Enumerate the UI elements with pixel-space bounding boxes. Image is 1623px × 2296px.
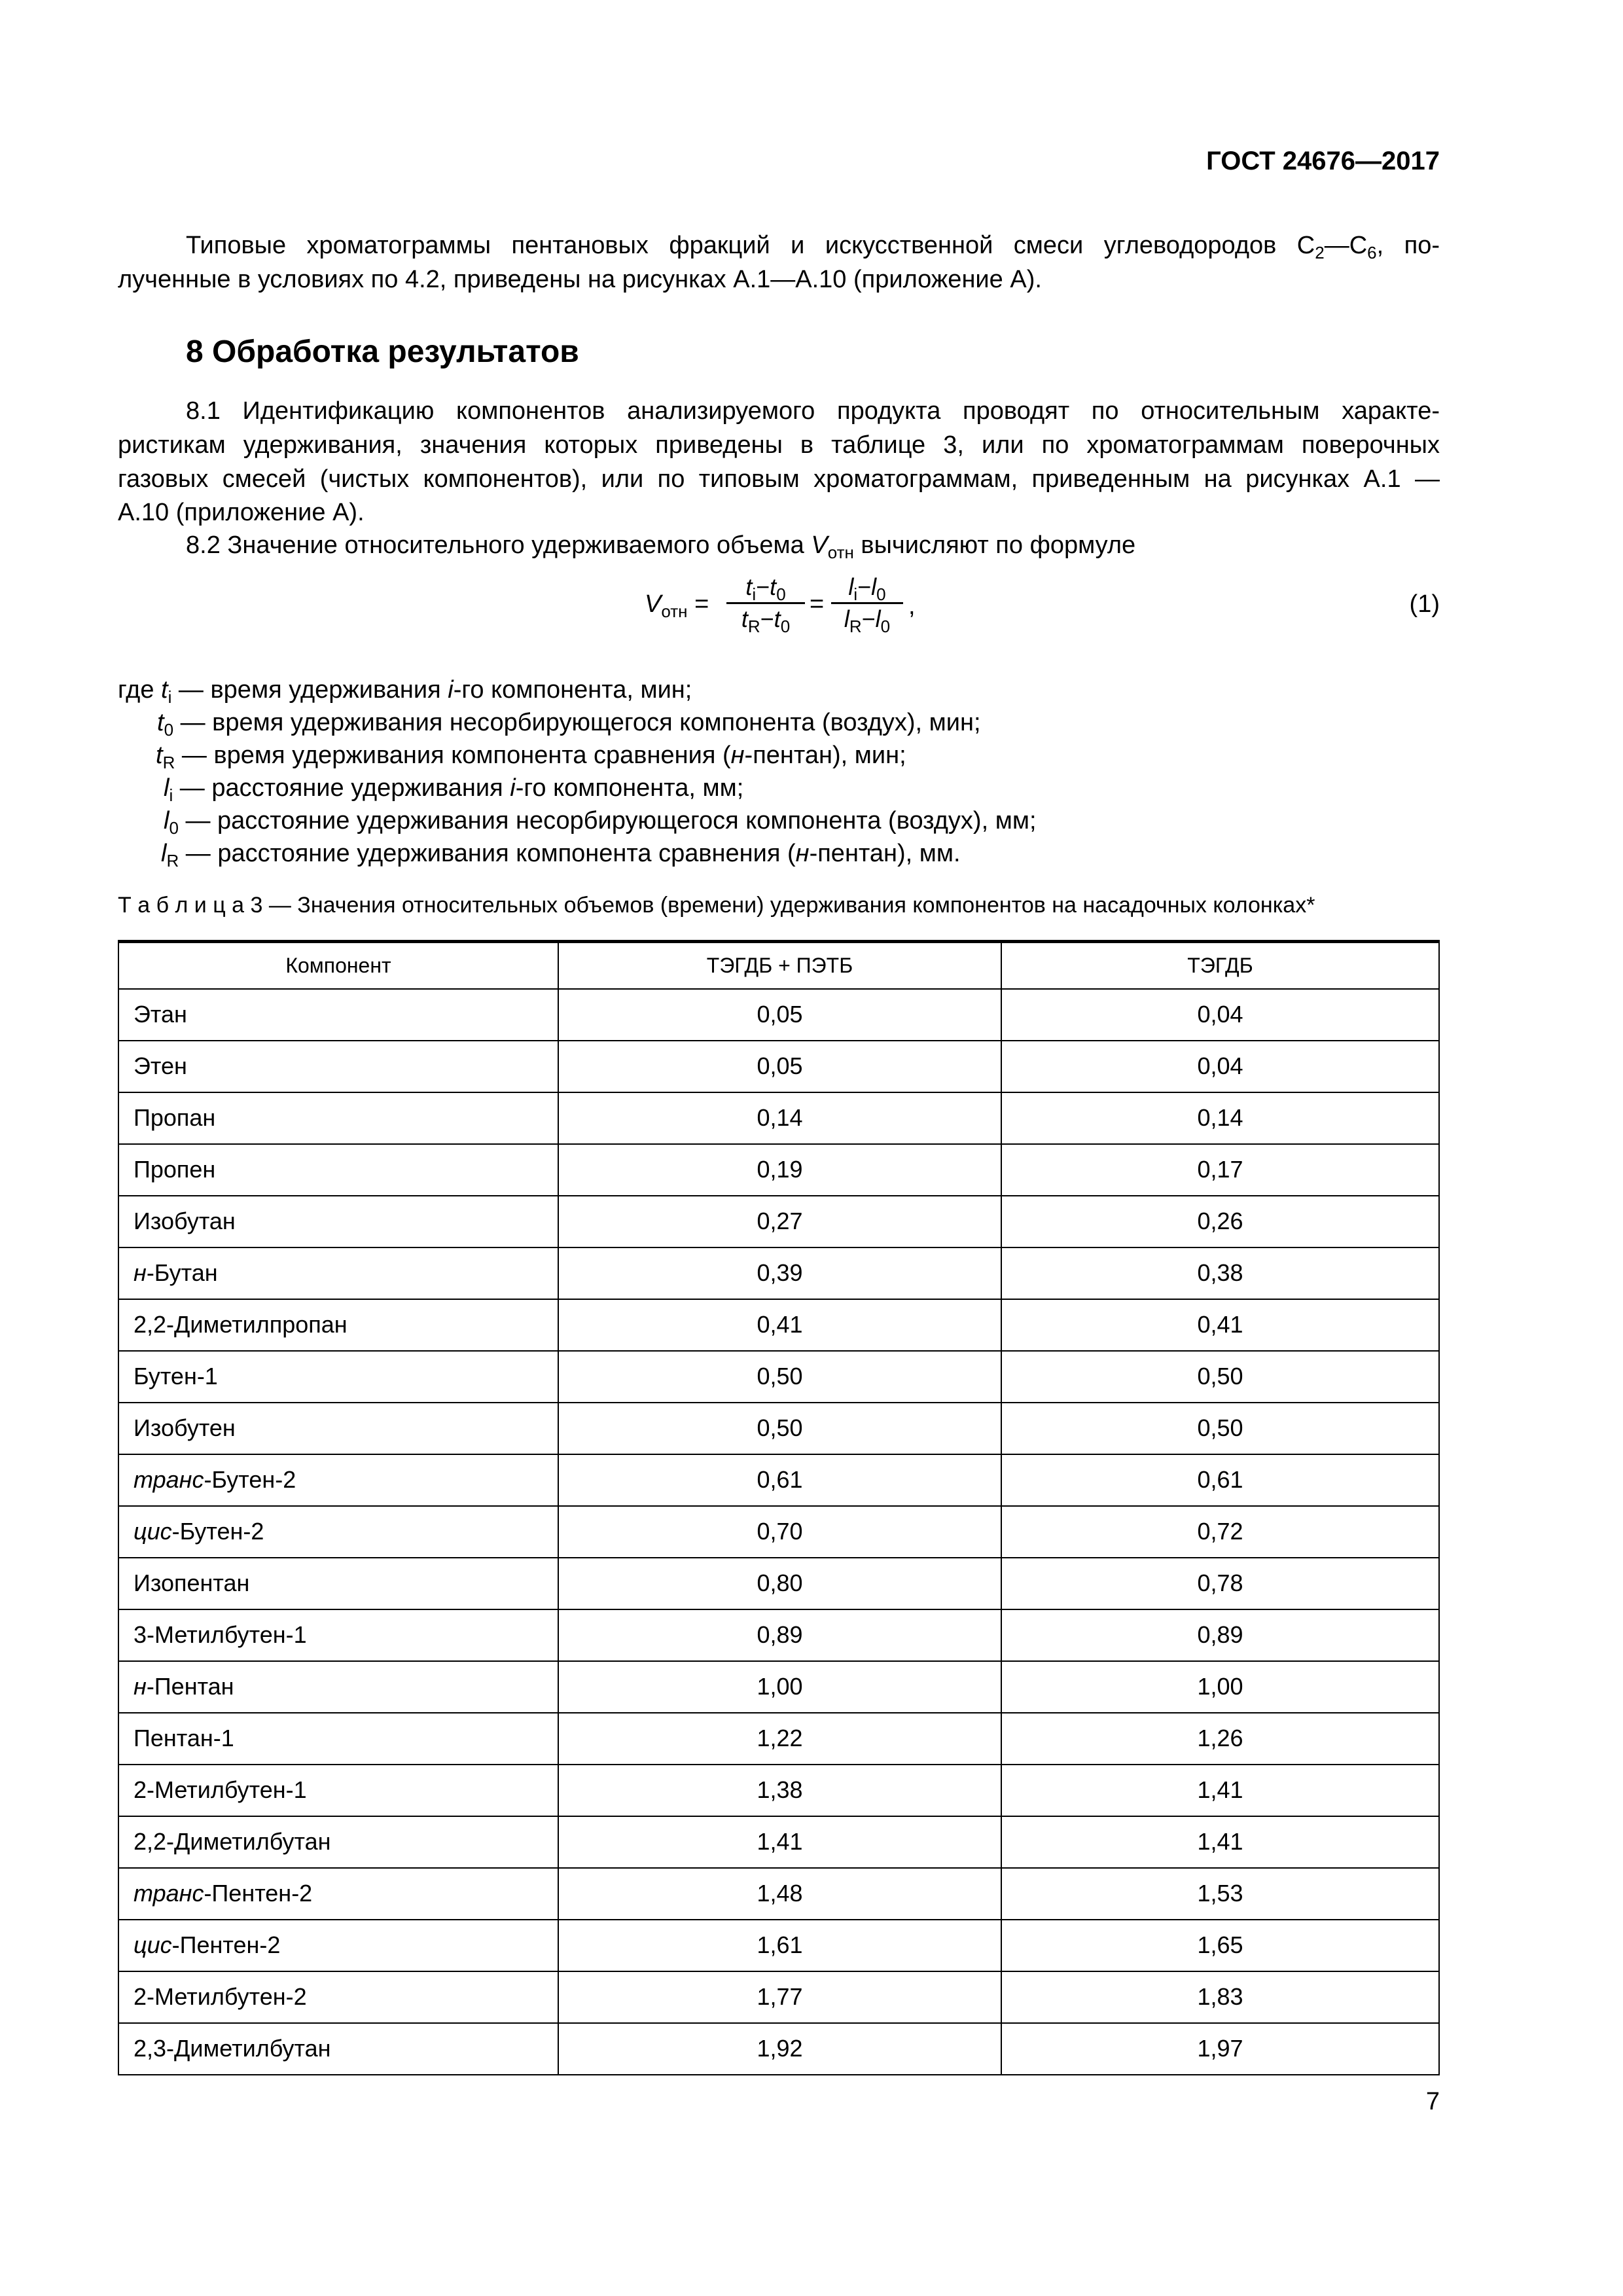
text: 8.2 Значение относительного удерживаемого объема <box>186 531 812 559</box>
component-cell: 3-Метилбутен-1 <box>118 1609 558 1661</box>
table-row <box>118 1299 1439 1351</box>
table-row <box>118 1816 1439 1868</box>
p82-line <box>186 529 1440 562</box>
caption-text: — Значения относительных объемов (времени) удерживания компонентов на насадочных колонках* <box>262 893 1315 918</box>
component-cell: Изопентан <box>118 1558 558 1609</box>
text: Типовые хроматограммы пентановых фракций и искусственной смеси углеводородов С <box>186 232 1315 259</box>
table-row <box>118 1558 1439 1609</box>
table-row <box>118 1661 1439 1713</box>
value-cell: 0,05 <box>558 989 1001 1041</box>
intro-line-1 <box>186 229 1440 262</box>
value-cell: 1,41 <box>1001 1765 1439 1816</box>
component-cell: 2-Метилбутен-1 <box>118 1765 558 1816</box>
value-cell: 0,17 <box>1001 1144 1439 1196</box>
text: , по- <box>1376 232 1440 259</box>
value-cell: 0,50 <box>558 1403 1001 1454</box>
value-cell: 1,77 <box>558 1971 1001 2023</box>
value-cell: 0,14 <box>558 1092 1001 1144</box>
symbol: V <box>811 531 828 559</box>
caption-label: Т а б л и ц а 3 <box>118 893 263 918</box>
component-cell: транс-Пентен-2 <box>118 1868 558 1920</box>
value-cell: 1,26 <box>1001 1713 1439 1765</box>
p81-line: газовых смесей (чистых компонентов), или по типовым хроматограммам, приведенным на рисунках А.1 — <box>118 465 1440 493</box>
component-cell: 2,2-Диметилпропан <box>118 1299 558 1351</box>
comma: , <box>908 592 916 620</box>
table-row <box>118 1196 1439 1247</box>
value-cell: 0,50 <box>558 1351 1001 1403</box>
table-row <box>118 1041 1439 1092</box>
value-cell: 0,61 <box>1001 1454 1439 1506</box>
value-cell: 1,61 <box>558 1920 1001 1971</box>
value-cell: 0,26 <box>1001 1196 1439 1247</box>
value-cell: 0,89 <box>1001 1609 1439 1661</box>
value-cell: 0,89 <box>558 1609 1001 1661</box>
table-row <box>118 1920 1439 1971</box>
value-cell: 0,27 <box>558 1196 1001 1247</box>
table-row <box>118 1868 1439 1920</box>
value-cell: 0,50 <box>1001 1403 1439 1454</box>
subscript: 6 <box>1367 243 1377 262</box>
p81-line: А.10 (приложение А). <box>118 499 365 526</box>
value-cell: 0,38 <box>1001 1247 1439 1299</box>
definition-line: $l_R$ — расстояние удерживания компонента сравнения (н-пентан), мм. <box>161 840 961 870</box>
column-header: ТЭГДБ + ПЭТБ <box>558 942 1001 989</box>
value-cell: 0,61 <box>558 1454 1001 1506</box>
value-cell: 1,97 <box>1001 2023 1439 2075</box>
component-cell: транс-Бутен-2 <box>118 1454 558 1506</box>
value-cell: 1,00 <box>1001 1661 1439 1713</box>
table-caption <box>118 893 1315 918</box>
value-cell: 1,53 <box>1001 1868 1439 1920</box>
subscript: отн <box>661 601 688 621</box>
text: вычисляют по формуле <box>853 531 1136 559</box>
definition-line: $l_0$ — расстояние удерживания несорбирующегося компонента (воздух), мм; <box>164 807 1037 838</box>
value-cell: 1,41 <box>1001 1816 1439 1868</box>
table-header-row <box>118 942 1439 989</box>
section-heading: 8 Обработка результатов <box>186 334 579 369</box>
value-cell: 0,80 <box>558 1558 1001 1609</box>
definition-line: где $t_i$ — время удерживания i-го компонента, мин; <box>118 676 692 707</box>
table-row <box>118 1351 1439 1403</box>
component-cell: 2,2-Диметилбутан <box>118 1816 558 1868</box>
value-cell: 0,39 <box>558 1247 1001 1299</box>
intro-line-2: лученные в условиях по 4.2, приведены на рисунках А.1—А.10 (приложение А). <box>118 266 1042 293</box>
definition-line: $l_i$ — расстояние удерживания i-го компонента, мм; <box>164 774 744 805</box>
table-row <box>118 989 1439 1041</box>
subscript: 2 <box>1315 243 1325 262</box>
value-cell: 1,22 <box>558 1713 1001 1765</box>
value-cell: 1,48 <box>558 1868 1001 1920</box>
subscript: отн <box>827 543 854 562</box>
component-cell: Пентан-1 <box>118 1713 558 1765</box>
symbol: V <box>645 590 662 618</box>
value-cell: 0,50 <box>1001 1351 1439 1403</box>
table-row <box>118 1454 1439 1506</box>
p81-line: 8.1 Идентификацию компонентов анализируемого продукта проводят по относительным характе- <box>186 397 1440 425</box>
value-cell: 1,38 <box>558 1765 1001 1816</box>
table-row <box>118 1247 1439 1299</box>
table-row <box>118 1713 1439 1765</box>
value-cell: 0,41 <box>1001 1299 1439 1351</box>
value-cell: 0,19 <box>558 1144 1001 1196</box>
component-cell: н-Пентан <box>118 1661 558 1713</box>
value-cell: 1,65 <box>1001 1920 1439 1971</box>
equals: = <box>810 590 825 618</box>
component-cell: Пропан <box>118 1092 558 1144</box>
component-cell: Этан <box>118 989 558 1041</box>
component-cell: цис-Бутен-2 <box>118 1506 558 1558</box>
table-row <box>118 1765 1439 1816</box>
fraction-time: $\frac{t_i-t_0}{t_R-t_0}$ <box>726 572 805 634</box>
value-cell: 0,05 <box>558 1041 1001 1092</box>
component-cell: 2,3-Диметилбутан <box>118 2023 558 2075</box>
value-cell: 0,04 <box>1001 1041 1439 1092</box>
component-cell: цис-Пентен-2 <box>118 1920 558 1971</box>
component-cell: Изобутан <box>118 1196 558 1247</box>
p81-line: ристикам удерживания, значения которых приведены в таблице 3, или по хроматограммам поверочных <box>118 431 1440 459</box>
value-cell: 0,72 <box>1001 1506 1439 1558</box>
formula-number: (1) <box>1409 590 1440 618</box>
component-cell: Этен <box>118 1041 558 1092</box>
value-cell: 0,78 <box>1001 1558 1439 1609</box>
value-cell: 1,92 <box>558 2023 1001 2075</box>
table-row <box>118 1144 1439 1196</box>
value-cell: 0,14 <box>1001 1092 1439 1144</box>
page-number: 7 <box>1425 2088 1440 2115</box>
table-row <box>118 1092 1439 1144</box>
table-row <box>118 1506 1439 1558</box>
component-cell: 2-Метилбутен-2 <box>118 1971 558 2023</box>
component-cell: Изобутен <box>118 1403 558 1454</box>
table-row <box>118 1971 1439 2023</box>
component-cell: Бутен-1 <box>118 1351 558 1403</box>
component-cell: н-Бутан <box>118 1247 558 1299</box>
retention-table <box>118 940 1440 2075</box>
table-row <box>118 2023 1439 2075</box>
table-row <box>118 1609 1439 1661</box>
value-cell: 0,70 <box>558 1506 1001 1558</box>
value-cell: 0,04 <box>1001 989 1439 1041</box>
value-cell: 1,00 <box>558 1661 1001 1713</box>
component-cell: Пропен <box>118 1144 558 1196</box>
fraction-distance: $\frac{l_i-l_0}{l_R-l_0}$ <box>831 572 903 634</box>
definition-line: $t_0$ — время удерживания несорбирующегося компонента (воздух), мин; <box>157 709 981 740</box>
table-row <box>118 1403 1439 1454</box>
column-header: ТЭГДБ <box>1001 942 1439 989</box>
value-cell: 1,41 <box>558 1816 1001 1868</box>
text: —С <box>1324 232 1368 259</box>
value-cell: 0,41 <box>558 1299 1001 1351</box>
value-cell: 1,83 <box>1001 1971 1439 2023</box>
column-header: Компонент <box>118 942 558 989</box>
equals: = <box>694 590 709 618</box>
definition-line: $t_R$ — время удерживания компонента сравнения (н-пентан), мин; <box>156 742 906 772</box>
document-id: ГОСТ 24676—2017 <box>1206 147 1440 175</box>
